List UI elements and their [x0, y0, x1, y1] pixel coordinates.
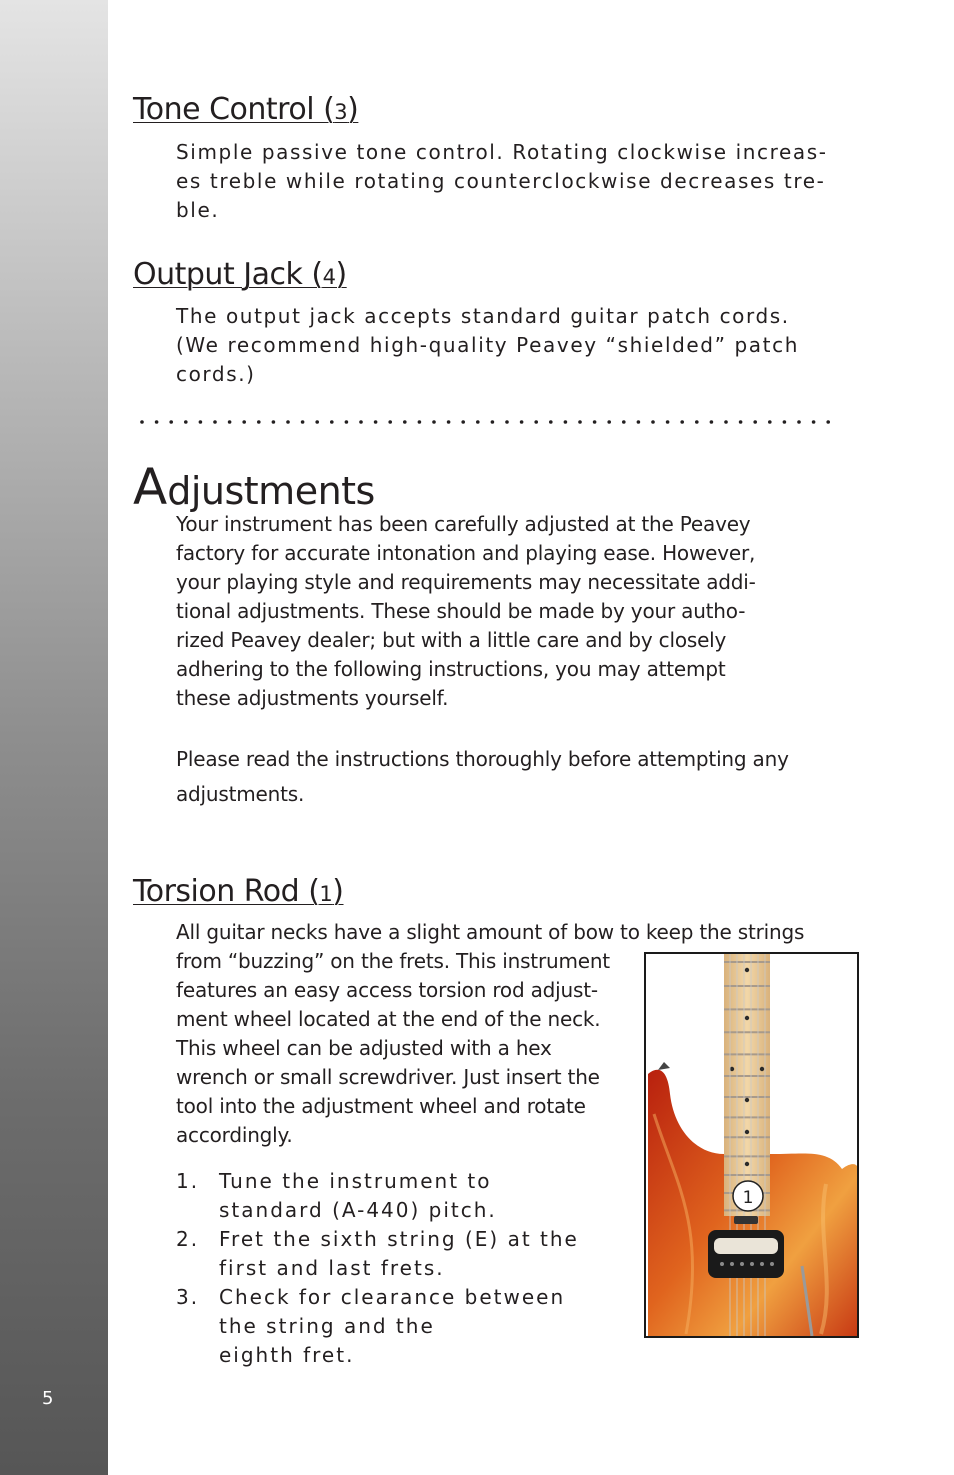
list-item [176, 1283, 579, 1370]
divider-dot [418, 420, 422, 424]
divider-dot [593, 420, 597, 424]
divider-dot [564, 420, 568, 424]
divider-dot [724, 420, 728, 424]
divider-dot [213, 420, 217, 424]
text-line: adhering to the following instructions, you may attempt [176, 657, 726, 681]
divider-dot [622, 420, 626, 424]
text-line: tool into the adjustment wheel and rotate [176, 1094, 586, 1118]
text-line: Fret the sixth string (E) at the [219, 1227, 579, 1251]
divider-dot [374, 420, 378, 424]
tone-control-title: Tone Control ( [133, 92, 335, 127]
text-line: accordingly. [176, 1123, 293, 1147]
text-line: features an easy access torsion rod adjust- [176, 978, 598, 1002]
divider-dot [432, 420, 436, 424]
divider-dot [680, 420, 684, 424]
divider-dot [783, 420, 787, 424]
tone-control-text [176, 138, 826, 225]
output-jack-close: ) [335, 257, 347, 292]
divider-dot [169, 420, 173, 424]
torsion-rod-wheel [734, 1216, 758, 1224]
step-number: 1. [176, 1169, 200, 1193]
step-text [219, 1167, 497, 1225]
output-jack-text [176, 302, 826, 389]
text-line: wrench or small screwdriver. Just insert the [176, 1065, 600, 1089]
adjustments-title-rest: djustments [167, 469, 375, 513]
text-line: All guitar necks have a slight amount of bow to keep the strings [176, 920, 805, 944]
divider-dot [447, 420, 451, 424]
divider-dot [403, 420, 407, 424]
adjustments-note [176, 742, 789, 812]
output-jack-number: 4 [322, 265, 336, 289]
divider-dot [461, 420, 465, 424]
adjustments-title [133, 458, 375, 516]
divider-dot [345, 420, 349, 424]
divider-dot [826, 420, 830, 424]
callout-number: 1 [742, 1188, 754, 1208]
divider-dot [505, 420, 509, 424]
step-text [219, 1283, 565, 1370]
inlay-dot [745, 1016, 749, 1020]
divider-dot [578, 420, 582, 424]
text-line: The output jack accepts standard guitar patch cords. [176, 304, 790, 328]
text-line: Check for clearance between [219, 1285, 566, 1309]
divider-dot [359, 420, 363, 424]
dotted-divider [140, 410, 842, 426]
divider-dot [666, 420, 670, 424]
text-line: these adjustments yourself. [176, 686, 449, 710]
text-line: cords.) [176, 362, 256, 386]
text-line: rized Peavey dealer; but with a little care and by closely [176, 628, 727, 652]
torsion-steps-list [176, 1167, 579, 1370]
adjustments-title-cap: A [133, 458, 168, 516]
divider-dot [607, 420, 611, 424]
divider-dot [155, 420, 159, 424]
tone-control-number: 3 [334, 100, 348, 124]
inlay-dot [745, 1098, 749, 1102]
divider-dot [812, 420, 816, 424]
text-line: your playing style and requirements may necessitate addi- [176, 570, 756, 594]
side-bar [0, 0, 108, 1475]
inlay-dot [745, 1162, 749, 1166]
divider-dot [140, 420, 144, 424]
inlay-dot [760, 1067, 764, 1071]
divider-dot [199, 420, 203, 424]
torsion-rod-title: Torsion Rod ( [133, 874, 320, 909]
text-line: adjustments. [176, 782, 305, 806]
step-number: 2. [176, 1227, 200, 1251]
guitar-neck [724, 954, 770, 1216]
text-line: standard (A-440) pitch. [219, 1198, 497, 1222]
output-jack-heading [133, 257, 347, 292]
divider-dot [315, 420, 319, 424]
text-line: factory for accurate intonation and playing ease. However, [176, 541, 756, 565]
text-line: (We recommend high-quality Peavey “shielded” patch [176, 333, 799, 357]
divider-dot [753, 420, 757, 424]
guitar-illustration [646, 954, 857, 1336]
divider-dot [534, 420, 538, 424]
tone-control-close: ) [347, 92, 359, 127]
torsion-rod-heading [133, 874, 344, 909]
text-line: from “buzzing” on the frets. This instrument [176, 949, 610, 973]
text-line: the string and the [219, 1314, 435, 1338]
divider-dot [388, 420, 392, 424]
text-line: first and last frets. [219, 1256, 445, 1280]
divider-dot [184, 420, 188, 424]
step-number: 3. [176, 1285, 200, 1309]
tone-control-heading [133, 92, 358, 127]
text-line: ment wheel located at the end of the neck. [176, 1007, 601, 1031]
divider-dot [228, 420, 232, 424]
text-line: es treble while rotating counterclockwise decreases tre- [176, 169, 826, 193]
divider-dot [637, 420, 641, 424]
output-jack-title: Output Jack ( [133, 257, 323, 292]
text-line: eighth fret. [219, 1343, 355, 1367]
divider-dot [476, 420, 480, 424]
divider-dot [242, 420, 246, 424]
text-line: Tune the instrument to [219, 1169, 492, 1193]
divider-dot [301, 420, 305, 424]
divider-dot [491, 420, 495, 424]
divider-dot [257, 420, 261, 424]
divider-dot [710, 420, 714, 424]
divider-dot [520, 420, 524, 424]
inlay-dot [730, 1067, 734, 1071]
divider-dot [549, 420, 553, 424]
text-line: ble. [176, 198, 220, 222]
divider-dot [651, 420, 655, 424]
list-item [176, 1167, 579, 1225]
divider-dot [286, 420, 290, 424]
divider-dot [330, 420, 334, 424]
text-line: Simple passive tone control. Rotating clockwise increas- [176, 140, 828, 164]
guitar-neck-photo [644, 952, 859, 1338]
list-item [176, 1225, 579, 1283]
divider-dot [739, 420, 743, 424]
divider-dot [272, 420, 276, 424]
adjustments-intro [176, 510, 756, 713]
text-line: This wheel can be adjusted with a hex [176, 1036, 552, 1060]
torsion-rod-close: ) [332, 874, 344, 909]
text-line: Your instrument has been carefully adjusted at the Peavey [176, 512, 751, 536]
inlay-dot [745, 968, 749, 972]
inlay-dot [745, 1130, 749, 1134]
text-line: Please read the instructions thoroughly before attempting any [176, 747, 789, 771]
step-text [219, 1225, 579, 1283]
divider-dot [695, 420, 699, 424]
divider-dot [797, 420, 801, 424]
text-line: tional adjustments. These should be made by your autho- [176, 599, 746, 623]
torsion-rod-number: 1 [319, 882, 333, 906]
page-number: 5 [42, 1388, 54, 1409]
divider-dot [768, 420, 772, 424]
